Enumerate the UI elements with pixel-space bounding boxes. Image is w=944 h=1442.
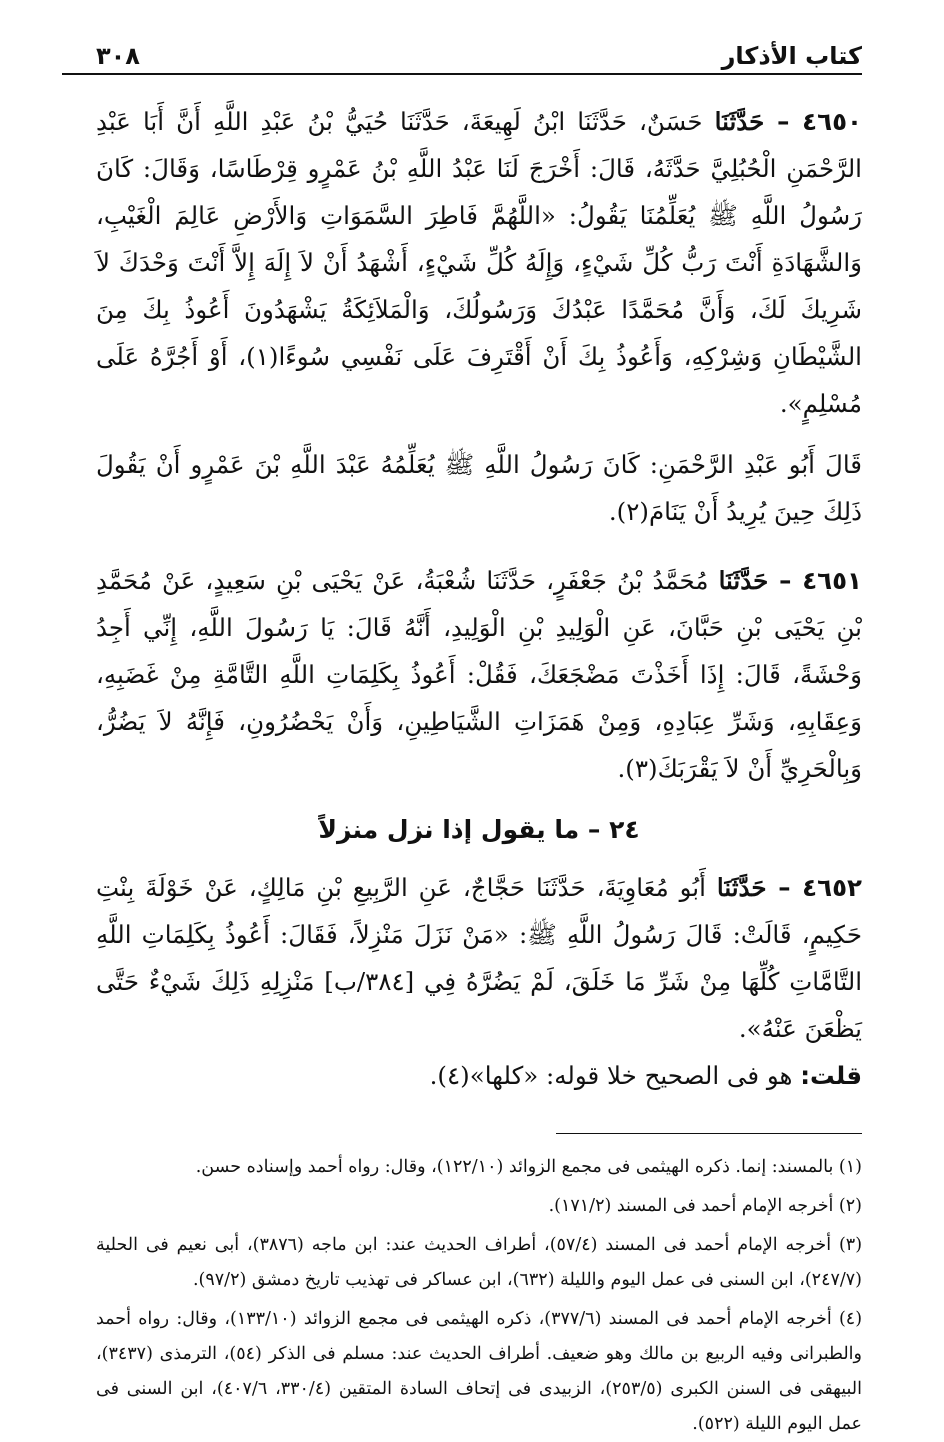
footnotes [96,1150,862,1442]
hadith-4650 [96,98,862,427]
editor-note [96,1052,862,1099]
hadith-4651 [96,557,862,792]
hadith-lead: حَدَّثَنَا [718,566,769,595]
hadith-dash: – [766,873,803,902]
hadith-number: ٤٦٥٢ [802,873,862,902]
hadith-number: ٤٦٥١ [802,566,863,595]
section-heading: ٢٤ – ما يقول إذا نزل منزلاً [318,815,640,844]
note-text: هو فى الصحيح خلا قوله: «كلها»(٤). [429,1061,801,1090]
page-body [96,98,862,1442]
hadith-text: حَسَنٌ، حَدَّثَنَا ابْنُ لَهِيعَةَ، حَدَّثَنَا حُيَيُّ بْنُ عَبْدِ اللَّهِ أَنَّ أَبَا عَبْدِ الرَّحْمَنِ الْحُبُلِيَّ حَدَّثَهُ، قَالَ: أَخْرَجَ لَنَا عَبْدُ اللَّهِ بْنُ عَمْرٍو قِرْطَاسًا، وَقَالَ: كَانَ رَسُولُ اللَّهِ ﷺ يُعَلِّمُنَا يَقُولُ: «اللَّهُمَّ فَاطِرَ السَّمَوَاتِ وَالأَرْضِ عَالِمَ الْغَيْبِ، وَالشَّهَادَةِ أَنْتَ رَبُّ كُلِّ شَيْءٍ، وَإِلَهُ كُلِّ شَيْءٍ، أَشْهَدُ أَنْ لاَ إِلَهَ إِلاَّ أَنْتَ وَحْدَكَ لاَ شَرِيكَ لَكَ، وَأَنَّ مُحَمَّدًا عَبْدُكَ وَرَسُولُكَ، وَالْمَلاَئِكَةُ يَشْهَدُونَ أَعُوذُ بِكَ مِنَ الشَّيْطَانِ وَشِرْكِهِ، وَأَعُوذُ بِكَ أَنْ أَقْتَرِفَ عَلَى نَفْسِي سُوءًا(١)، أَوْ أَجُرَّهُ عَلَى مُسْلِمٍ». [96,107,862,418]
commentary-abu-abdurrahman [96,441,862,535]
hadith-number: ٤٦٥٠ [802,107,862,136]
page-header [96,18,862,70]
footnote-3: (٣) أخرجه الإمام أحمد فى المسند (٥٧/٤)، أطراف الحديث عند: ابن ماجه (٣٨٧٦)، أبى نعيم فى الحلية (٢٤٧/٧)، ابن السنى فى عمل اليوم والليلة (٦٣٢)، ابن عساكر فى تهذيب تاريخ دمشق (٩٧/٢). [96,1235,863,1290]
footnote-2: (٢) أخرجه الإمام أحمد فى المسند (١٧١/٢). [548,1196,862,1216]
note-label: قلت: [800,1061,862,1090]
hadith-lead: حَدَّثَنَا [716,873,767,902]
book-title: كتاب الأذكار [721,42,862,70]
page-number: ٣٠٨ [96,42,140,70]
hadith-text: مُحَمَّدُ بْنُ جَعْفَرٍ، حَدَّثَنَا شُعْبَةُ، عَنْ يَحْيَى بْنِ سَعِيدٍ، عَنْ مُحَمَّدِ بْنِ يَحْيَى بْنِ حَبَّانَ، عَنِ الْوَلِيدِ بْنِ الْوَلِيدِ، أَنَّهُ قَالَ: يَا رَسُولَ اللَّهِ، إِنِّي أَجِدُ وَحْشَةً، قَالَ: إِذَا أَخَذْتَ مَضْجَعَكَ، فَقُلْ: أَعُوذُ بِكَلِمَاتِ اللَّهِ التَّامَّةِ مِنْ غَضَبِهِ، وَعِقَابِهِ، وَشَرِّ عِبَادِهِ، وَمِنْ هَمَزَاتِ الشَّيَاطِينِ، وَأَنْ يَحْضُرُونِ، فَإِنَّهُ لاَ يَضُرُّ، وَبِالْحَرِيِّ أَنْ لاَ يَقْرَبَكَ(٣). [96,566,862,783]
hadith-text: أَبُو مُعَاوِيَةَ، حَدَّثَنَا حَجَّاجٌ، عَنِ الرَّبِيعِ بْنِ مَالِكٍ، عَنْ خَوْلَةَ بِنْتِ حَكِيمٍ، قَالَتْ: قَالَ رَسُولُ اللَّهِ ﷺ: «مَنْ نَزَلَ مَنْزِلاً، فَقَالَ: أَعُوذُ بِكَلِمَاتِ اللَّهِ التَّامَّاتِ كُلِّهَا مِنْ شَرِّ مَا خَلَقَ، لَمْ يَضُرَّهُ فِي [٣٨٤/ب] مَنْزِلِهِ ذَلِكَ شَيْءٌ حَتَّى يَظْعَنَ عَنْهُ». [96,873,862,1043]
hadith-4652 [96,864,862,1052]
footnote-4: (٤) أخرجه الإمام أحمد فى المسند (٣٧٧/٦)، ذكره الهيثمى فى مجمع الزوائد (١٣٣/١٠)، وقال: رواه أحمد والطبرانى وفيه الربيع بن مالك وهو ضعيف. أطراف الحديث عند: مسلم فى الذكر (٥٤)، الترمذى (٣٤٣٧)، البيهقى فى السنن الكبرى (٢٥٣/٥)، الزبيدى فى إتحاف السادة المتقين (٣٣٠/٤، ٤٠٧/٦)، ابن السنى فى عمل اليوم الليلة (٥٢٢). [96,1309,863,1434]
hadith-dash: – [764,107,803,136]
footnote-1: (١) بالمسند: إنما. ذكره الهيثمى فى مجمع الزوائد (١٢٢/١٠)، وقال: رواه أحمد وإسناده حسن. [195,1157,862,1177]
footnote-separator [556,1133,862,1134]
hadith-dash: – [768,566,803,595]
commentary-text: قَالَ أَبُو عَبْدِ الرَّحْمَنِ: كَانَ رَسُولُ اللَّهِ ﷺ يُعَلِّمُهُ عَبْدَ اللَّهِ بْنَ عَمْرٍو أَنْ يَقُولَ ذَلِكَ حِينَ يُرِيدُ أَنْ يَنَامَ(٢). [96,450,862,526]
hadith-lead: حَدَّثَنَا [714,107,765,136]
header-rule [62,73,862,75]
